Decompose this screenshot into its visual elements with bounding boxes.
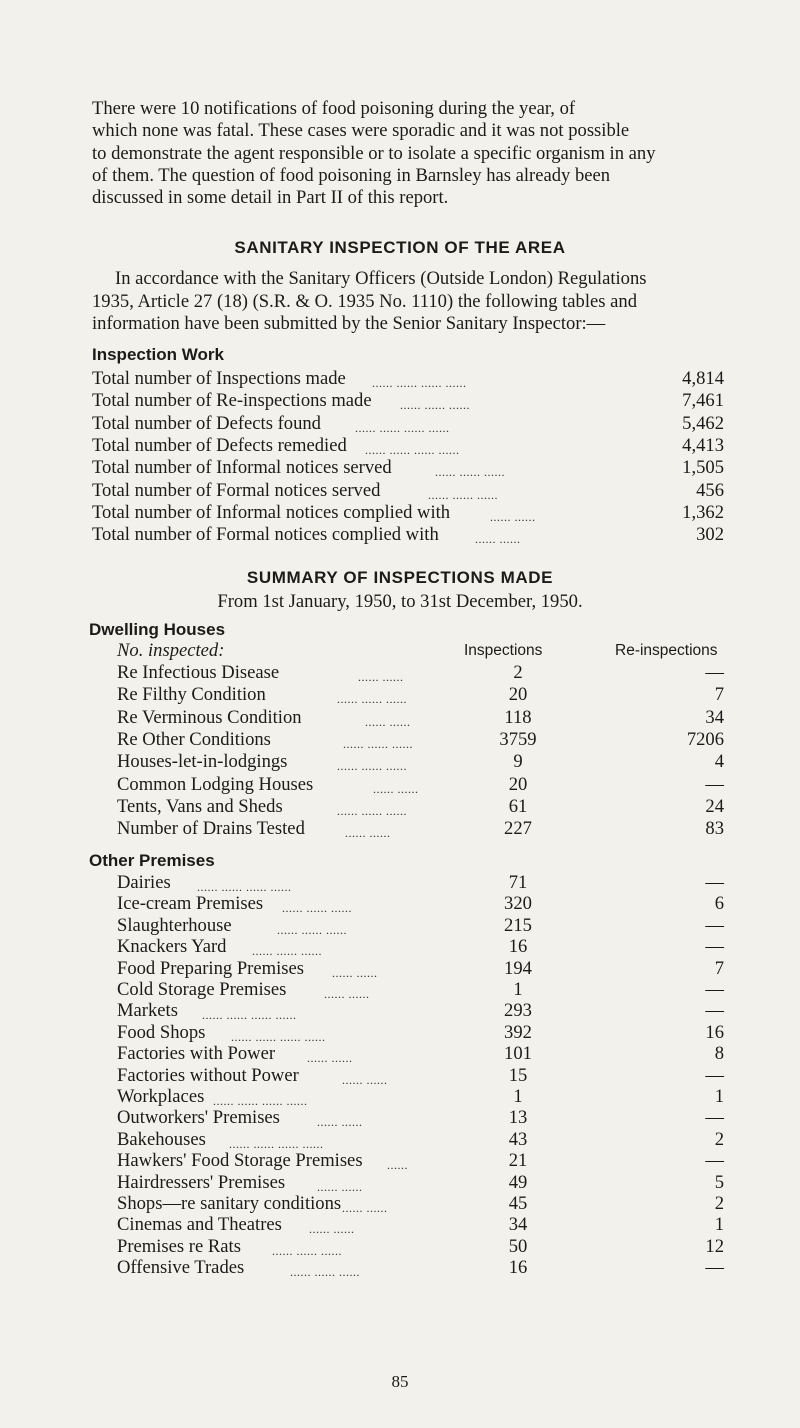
inspections-cell: 392 [504,1021,532,1043]
other-premises-title: Other Premises [89,851,215,870]
leader-dots: ...... ...... ...... ...... [365,442,460,457]
row-label: Common Lodging Houses [117,773,314,795]
reinspections-cell: 2 [714,1193,724,1214]
row-label: Re Verminous Condition [117,706,302,728]
reinspections-cell: 34 [705,706,724,728]
inspections-cell: 16 [508,936,528,958]
reinspections-cell: 7206 [686,728,724,750]
table-row [117,1065,800,1087]
leader-dots: ...... ...... [345,826,391,841]
reinspections-cell: — [705,773,724,795]
row-label: Food Preparing Premises [117,957,304,979]
inspections-cell: 61 [508,795,528,817]
leader-dots: ...... ...... ...... ...... [229,1136,324,1151]
intro-line: to demonstrate the agent responsible or to isolate a specific organism in any [92,143,656,164]
row-label: Total number of Informal notices complied with [92,501,451,523]
table-row [92,390,800,412]
reinspections-cell: — [705,914,724,936]
table-row [117,751,800,773]
summary-heading: SUMMARY OF INSPECTIONS MADE [246,568,554,587]
table-row [92,457,800,479]
reinspections-cell: 16 [705,1021,724,1043]
inspections-cell: 34 [508,1214,528,1236]
row-label: Knackers Yard [117,936,227,958]
reinspections-cell: — [705,1107,724,1129]
row-label: Food Shops [117,1021,206,1043]
leader-dots: ...... ...... ...... ...... [213,1094,308,1108]
row-label: Re Infectious Disease [117,662,280,683]
intro-line: of them. The question of food poisoning in Barnsley has already been [92,165,611,186]
table-row [92,502,800,524]
inspections-cell: 118 [504,706,532,728]
leader-dots: ...... ...... [307,1051,353,1066]
intro-line: There were 10 notifications of food poisoning during the year, of [92,98,576,119]
row-label: Number of Drains Tested [117,818,305,840]
row-label: Total number of Defects found [92,412,321,434]
leader-dots: ...... ...... [317,1115,363,1130]
inspections-cell: 16 [508,1257,528,1279]
inspections-cell: 2 [513,662,523,683]
row-label: Workplaces [117,1086,205,1107]
inspections-cell: 21 [508,1150,528,1172]
row-label: Slaughterhouse [117,914,232,936]
leader-dots: ...... ...... ...... [337,759,407,774]
leader-dots: ...... ...... [332,965,378,980]
leader-dots: ...... ...... ...... [343,736,413,751]
table-row [117,707,800,729]
leader-dots: ...... ...... [342,1072,388,1087]
table-row [117,1150,800,1172]
row-value: 456 [696,479,724,501]
table-row [117,729,800,751]
reinspections-cell: 1 [714,1214,724,1236]
leader-dots: ...... ...... ...... [290,1265,360,1280]
page-number: 85 [391,1372,409,1391]
inspections-cell: 1 [513,1086,523,1107]
inspections-cell: 15 [508,1064,528,1086]
leader-dots: ...... ...... [365,714,411,729]
row-label: Houses-let-in-lodgings [117,751,288,773]
row-label: Offensive Trades [117,1257,245,1279]
row-label: Shops—re sanitary conditions [117,1193,342,1214]
inspections-cell: 13 [508,1107,528,1129]
reinspections-cell: 5 [714,1171,724,1193]
reinspections-cell: — [705,662,724,683]
leader-dots: ...... ...... ...... [252,944,322,959]
table-row [92,435,800,457]
row-value: 4,413 [682,434,724,456]
row-label: Tents, Vans and Sheds [117,795,283,817]
row-label: Hairdressers' Premises [117,1171,286,1193]
leader-dots: ...... ...... ...... [435,465,505,480]
intro-line: which none was fatal. These cases were sporadic and it was not possible [92,120,630,141]
inspections-cell: 71 [508,872,528,893]
table-row [117,872,800,894]
row-label: Cold Storage Premises [117,979,287,1000]
sanitary-heading: SANITARY INSPECTION OF THE AREA [234,238,566,257]
row-label: Ice-cream Premises [117,893,264,915]
table-row [117,818,800,840]
row-value: 302 [696,524,724,546]
inspection-work-title: Inspection Work [92,345,224,364]
table-row [117,774,800,796]
table-row [117,1214,800,1236]
reinspections-cell: 12 [705,1235,724,1257]
leader-dots: ...... ...... ...... [400,398,470,413]
leader-dots: ...... ...... ...... [282,901,352,916]
row-label: Re Other Conditions [117,728,271,750]
row-label: Total number of Defects remedied [92,434,347,456]
reinspections-cell: 8 [714,1043,724,1065]
inspections-cell: 1 [513,979,523,1000]
table-row [117,1086,800,1108]
leader-dots: ...... ...... [342,1201,388,1215]
reinspections-cell: 7 [714,684,724,706]
leader-dots: ...... ...... ...... [337,803,407,818]
summary-period: From 1st January, 1950, to 31st December, 1950. [217,591,583,612]
inspections-cell: 50 [508,1235,528,1257]
row-value: 4,814 [682,368,724,389]
row-value: 5,462 [682,412,724,434]
dwelling-houses-title: Dwelling Houses [89,620,226,639]
no-inspected-label: No. inspected: [117,640,225,661]
leader-dots: ...... ...... ...... ...... [202,1008,297,1023]
leader-dots: ...... ...... [358,670,404,684]
leader-dots: ...... ...... [373,781,419,796]
col-inspections-header: Inspections [464,642,543,659]
table-row [117,662,800,684]
reinspections-cell: 83 [705,818,724,840]
col-reinspections-header: Re-inspections [615,642,718,659]
inspections-cell: 215 [504,914,532,936]
table-row [117,1193,800,1215]
row-label: Bakehouses [117,1128,206,1150]
sanitary-line: information have been submitted by the Senior Sanitary Inspector:— [92,313,606,334]
inspections-cell: 45 [508,1193,528,1214]
inspections-cell: 194 [504,957,532,979]
table-row [117,796,800,818]
reinspections-cell: — [705,1150,724,1172]
leader-dots: ...... ...... ...... [337,692,407,707]
row-label: Total number of Re-inspections made [92,390,372,412]
reinspections-cell: — [705,1000,724,1022]
table-row [117,958,800,980]
table-row [117,1043,800,1065]
inspections-cell: 43 [508,1128,528,1150]
table-row [92,413,800,435]
row-label: Outworkers' Premises [117,1107,280,1129]
row-label: Total number of Formal notices served [92,479,381,501]
leader-dots: ...... [387,1158,408,1173]
row-label: Markets [117,1000,178,1022]
leader-dots: ...... ...... ...... ...... [372,376,467,390]
row-value: 1,505 [682,457,724,479]
table-row [92,368,800,390]
row-label: Dairies [117,872,171,893]
row-label: Total number of Inspections made [92,368,346,389]
table-row [117,1000,800,1022]
inspections-cell: 101 [504,1043,532,1065]
row-label: Re Filthy Condition [117,684,266,706]
table-row [117,684,800,706]
row-label: Cinemas and Theatres [117,1214,282,1236]
reinspections-cell: — [705,1257,724,1279]
table-row [92,524,800,546]
intro-line: discussed in some detail in Part II of this report. [92,187,449,208]
leader-dots: ...... ...... ...... ...... [197,880,292,894]
row-label: Total number of Informal notices served [92,457,392,479]
row-value: 1,362 [682,501,724,523]
reinspections-cell: 4 [714,751,724,773]
reinspections-cell: 2 [714,1128,724,1150]
table-row [92,480,800,502]
leader-dots: ...... ...... [317,1179,363,1194]
reinspections-cell: — [705,936,724,958]
table-row [117,1257,800,1279]
table-row [117,1022,800,1044]
reinspections-cell: 1 [714,1086,724,1107]
reinspections-cell: — [705,979,724,1000]
leader-dots: ...... ...... ...... [277,922,347,937]
table-row [117,1107,800,1129]
table-row [117,1172,800,1194]
inspections-cell: 9 [513,751,523,773]
inspections-cell: 293 [504,1000,532,1022]
reinspections-cell: — [705,1064,724,1086]
leader-dots: ...... ...... [324,987,370,1001]
reinspections-cell: 6 [714,893,724,915]
table-row [117,893,800,915]
sanitary-line: 1935, Article 27 (18) (S.R. & O. 1935 No. 1110) the following tables and [92,291,638,312]
leader-dots: ...... ...... ...... ...... [231,1029,326,1044]
row-label: Factories with Power [117,1043,276,1065]
table-row [117,1236,800,1258]
reinspections-cell: 7 [714,957,724,979]
row-label: Factories without Power [117,1064,299,1086]
table-row [117,936,800,958]
leader-dots: ...... ...... ...... ...... [355,420,450,435]
inspections-cell: 20 [508,684,528,706]
row-label: Hawkers' Food Storage Premises [117,1150,363,1172]
leader-dots: ...... ...... ...... [272,1243,342,1258]
leader-dots: ...... ...... ...... [428,487,498,502]
row-value: 7,461 [682,390,724,412]
table-row [117,915,800,937]
inspections-cell: 227 [504,818,532,840]
reinspections-cell: 24 [705,795,724,817]
reinspections-cell: — [705,872,724,893]
inspections-cell: 320 [504,893,532,915]
row-label: Total number of Formal notices complied with [92,524,439,546]
leader-dots: ...... ...... [490,509,536,524]
row-label: Premises re Rats [117,1235,241,1257]
leader-dots: ...... ...... [475,532,521,547]
leader-dots: ...... ...... [309,1222,355,1237]
inspections-cell: 20 [508,773,528,795]
inspections-cell: 49 [508,1171,528,1193]
inspections-cell: 3759 [499,728,537,750]
table-row [117,1129,800,1151]
sanitary-line: In accordance with the Sanitary Officers (Outside London) Regulations [115,268,647,289]
table-row [117,979,800,1001]
